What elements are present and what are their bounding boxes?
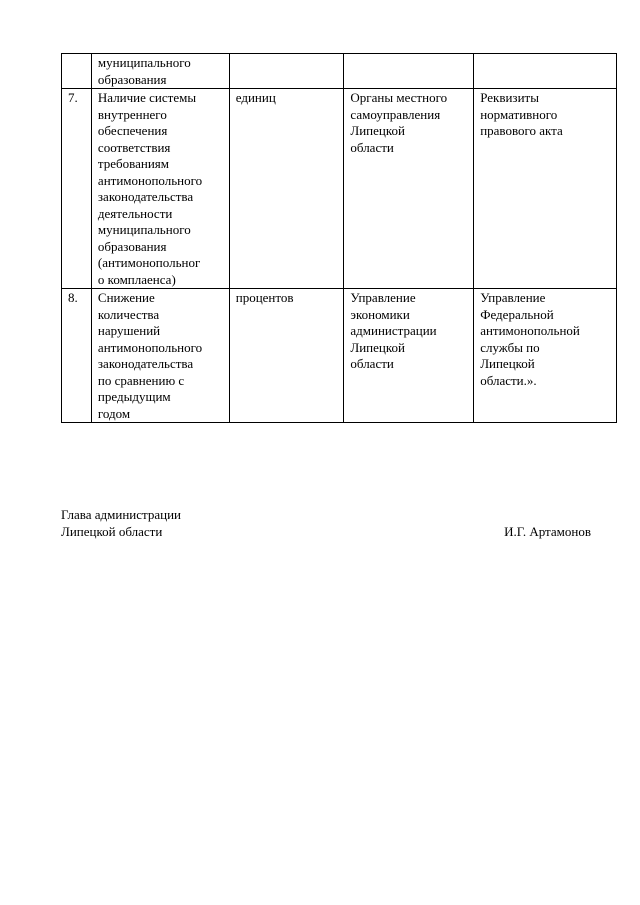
table-row [62, 54, 617, 89]
signatory-title-line1: Глава администрации [61, 507, 182, 522]
row-number-cell: 8. [62, 289, 92, 423]
signatory-name: И.Г. Артамонов [504, 524, 591, 539]
executor-cell: Органы местного самоуправления Липецкой области [344, 89, 474, 289]
signatory-title-line2: Липецкой области [61, 524, 163, 539]
unit-cell: процентов [229, 289, 344, 423]
source-cell [474, 54, 617, 89]
row-number-cell: 7. [62, 89, 92, 289]
indicators-table [61, 53, 617, 423]
source-cell: Управление Федеральной антимонопольной службы по Липецкой области.». [474, 289, 617, 423]
unit-cell: единиц [229, 89, 344, 289]
indicator-name-cell: Наличие системы внутреннего обеспечения соответствия требованиям антимонопольного законодательства деятельности муниципального образования (антимонопольног о комплаенса) [91, 89, 229, 289]
indicator-name-cell: муниципального образования [91, 54, 229, 89]
indicator-name-cell: Снижение количества нарушений антимонопольного законодательства по сравнению с предыдущим годом [91, 289, 229, 423]
row-number-cell [62, 54, 92, 89]
unit-cell [229, 54, 344, 89]
source-cell: Реквизиты нормативного правового акта [474, 89, 617, 289]
table-row [62, 289, 617, 423]
table-row [62, 89, 617, 289]
executor-cell: Управление экономики администрации Липецкой области [344, 289, 474, 423]
executor-cell [344, 54, 474, 89]
signature-block [61, 506, 591, 540]
